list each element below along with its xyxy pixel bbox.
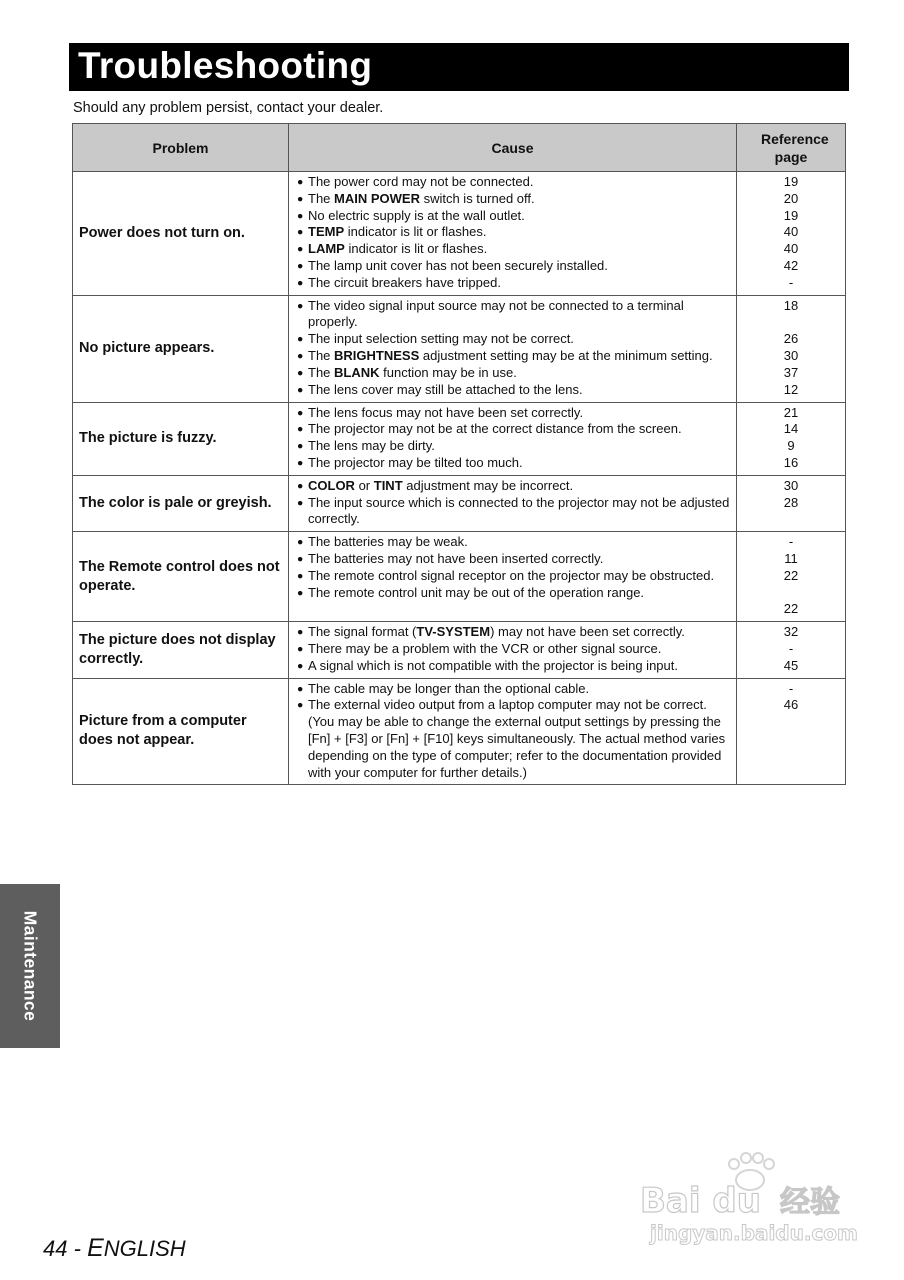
bullet-icon: ●	[297, 406, 304, 419]
cause-text: TEMP indicator is lit or flashes.	[308, 224, 487, 240]
cause-text: The MAIN POWER switch is turned off.	[308, 190, 535, 206]
reference-page-number	[737, 585, 845, 602]
cause-item	[297, 382, 732, 399]
bullet-icon: ●	[297, 366, 304, 379]
reference-page-number: -	[788, 274, 794, 290]
cause-text: The BRIGHTNESS adjustment setting may be at the minimum setting.	[308, 347, 713, 363]
bullet-icon: ●	[297, 276, 304, 289]
cause-item	[297, 224, 732, 241]
bullet-icon: ●	[297, 349, 304, 362]
bullet-icon: ●	[297, 552, 304, 565]
bullet-icon: ●	[297, 192, 304, 205]
reference-page-number: 16	[783, 454, 799, 470]
cause-text: The batteries may not have been inserted correctly.	[308, 550, 604, 566]
cause-text: The external video output from a laptop computer may not be correct. (You may be able to change the external output settings by pressing the [Fn] + [F3] or [Fn] + [F10] keys simultaneously. The actual method varies depending on the type of computer; refer to the documentation provided with your computer for further details.)	[308, 697, 726, 780]
reference-page-cell	[737, 402, 846, 475]
bullet-icon: ●	[297, 659, 304, 672]
cause-text: A signal which is not compatible with the projector is being input.	[308, 657, 678, 673]
reference-page-number: -	[788, 680, 794, 696]
bullet-icon: ●	[297, 243, 304, 256]
cause-item	[297, 405, 732, 422]
bullet-icon: ●	[297, 682, 304, 695]
bullet-icon: ●	[297, 383, 304, 396]
cause-item	[297, 174, 732, 191]
cause-item	[297, 438, 732, 455]
cause-item	[297, 568, 732, 585]
reference-page-number: 30	[783, 347, 799, 363]
cause-text: The batteries may be weak.	[308, 534, 468, 550]
reference-page-number: 21	[783, 404, 799, 420]
table-row	[73, 295, 846, 402]
cause-text: The BLANK function may be in use.	[308, 364, 517, 380]
column-header-problem: Problem	[73, 124, 289, 172]
cause-text: The remote control unit may be out of the operation range.	[308, 584, 645, 600]
bullet-icon: ●	[297, 440, 304, 453]
reference-page-cell	[737, 622, 846, 678]
bullet-icon: ●	[297, 496, 304, 509]
table-row	[73, 475, 846, 531]
reference-page-cell	[737, 475, 846, 531]
cause-text: The lens focus may not have been set correctly.	[308, 404, 584, 420]
reference-page-number: 28	[783, 494, 799, 510]
problem-cell: Power does not turn on.	[73, 172, 289, 296]
cause-item	[297, 258, 732, 275]
watermark-brand: Bai du	[640, 1181, 761, 1221]
table-row	[73, 402, 846, 475]
page-footer	[43, 1234, 186, 1263]
cause-text: No electric supply is at the wall outlet.	[308, 207, 525, 223]
cause-text: COLOR or TINT adjustment may be incorrect.	[308, 477, 574, 493]
cause-cell	[289, 678, 737, 785]
reference-page-number: 40	[783, 224, 799, 240]
cause-cell	[289, 295, 737, 402]
cause-item	[297, 208, 732, 225]
cause-cell	[289, 172, 737, 296]
footer-language-rest: NGLISH	[103, 1236, 186, 1261]
cause-cell	[289, 475, 737, 531]
reference-page-cell	[737, 532, 846, 622]
cause-text: The circuit breakers have tripped.	[308, 274, 501, 290]
problem-cell: Picture from a computer does not appear.	[73, 678, 289, 785]
reference-page-number: -	[788, 534, 794, 550]
reference-page-number: 30	[783, 477, 799, 493]
reference-page-number: 18	[783, 297, 799, 313]
cause-item	[297, 298, 732, 332]
cause-item	[297, 585, 732, 602]
cause-text: The signal format (TV-SYSTEM) may not have been set correctly.	[308, 624, 685, 640]
bullet-icon: ●	[297, 456, 304, 469]
cause-item	[297, 681, 732, 698]
baidu-watermark	[630, 1150, 870, 1250]
problem-cell: No picture appears.	[73, 295, 289, 402]
cause-cell	[289, 532, 737, 622]
reference-page-number	[737, 314, 845, 331]
column-header-cause: Cause	[289, 124, 737, 172]
watermark-paw-toe	[741, 1153, 751, 1163]
cause-text: LAMP indicator is lit or flashes.	[308, 241, 488, 257]
watermark-paw-toe	[764, 1159, 774, 1169]
bullet-icon: ●	[297, 226, 304, 239]
cause-item	[297, 331, 732, 348]
bullet-icon: ●	[297, 479, 304, 492]
reference-page-number: 14	[783, 421, 799, 437]
cause-text: The remote control signal receptor on the projector may be obstructed.	[308, 567, 715, 583]
footer-language-initial: E	[87, 1234, 104, 1262]
page-number: 44	[43, 1236, 68, 1261]
table-header-row	[73, 124, 846, 172]
cause-item	[297, 495, 732, 529]
cause-item	[297, 241, 732, 258]
page-title: Troubleshooting	[78, 45, 373, 86]
cause-text: The input source which is connected to the projector may not be adjusted correctly.	[308, 494, 730, 527]
reference-page-number: 11	[784, 550, 798, 566]
footer-separator: -	[73, 1236, 81, 1261]
bullet-icon: ●	[297, 586, 304, 599]
bullet-icon: ●	[297, 423, 304, 436]
reference-page-number: 46	[783, 697, 799, 713]
reference-page-number: 9	[787, 438, 795, 454]
table-body	[73, 172, 846, 785]
reference-page-number: 42	[783, 257, 799, 273]
bullet-icon: ●	[297, 176, 304, 188]
cause-item	[297, 275, 732, 292]
reference-page-number: 26	[783, 331, 799, 347]
problem-cell: The color is pale or greyish.	[73, 475, 289, 531]
cause-item	[297, 534, 732, 551]
cause-text: There may be a problem with the VCR or other signal source.	[308, 640, 662, 656]
reference-page-number: 19	[783, 174, 799, 189]
troubleshooting-table	[72, 123, 846, 785]
watermark-url: jingyan.baidu.com	[650, 1221, 858, 1245]
cause-item	[297, 624, 732, 641]
cause-item	[297, 551, 732, 568]
table-row	[73, 172, 846, 296]
cause-text: The lens cover may still be attached to the lens.	[308, 381, 583, 397]
problem-cell: The picture does not display correctly.	[73, 622, 289, 678]
cause-item	[297, 658, 732, 675]
cause-item	[297, 641, 732, 658]
reference-page-number: 20	[783, 190, 799, 206]
reference-page-cell	[737, 172, 846, 296]
cause-text: The projector may be tilted too much.	[308, 454, 523, 470]
bullet-icon: ●	[297, 259, 304, 272]
cause-text: The cable may be longer than the optional cable.	[308, 680, 590, 696]
cause-item	[297, 478, 732, 495]
watermark-brand-cn: 经验	[780, 1185, 840, 1220]
cause-item	[297, 455, 732, 472]
reference-page-number: -	[788, 640, 794, 656]
reference-page-cell	[737, 678, 846, 785]
cause-text: The video signal input source may not be connected to a terminal properly.	[308, 297, 684, 330]
cause-text: The projector may not be at the correct distance from the screen.	[308, 421, 682, 437]
bullet-icon: ●	[297, 209, 304, 222]
problem-cell: The picture is fuzzy.	[73, 402, 289, 475]
cause-item	[297, 365, 732, 382]
reference-page-number: 37	[783, 364, 799, 380]
bullet-icon: ●	[297, 299, 304, 312]
watermark-paw-toe	[729, 1159, 739, 1169]
table-row	[73, 532, 846, 622]
side-tab-label: Maintenance	[20, 910, 41, 1022]
reference-page-number: 19	[783, 207, 799, 223]
bullet-icon: ●	[297, 626, 304, 639]
section-title-bar	[69, 43, 849, 91]
reference-page-number: 40	[783, 241, 799, 257]
table-row	[73, 622, 846, 678]
bullet-icon: ●	[297, 569, 304, 582]
bullet-icon: ●	[297, 333, 304, 346]
reference-page-cell	[737, 295, 846, 402]
reference-page-number: 45	[783, 657, 799, 673]
watermark-paw-toe	[753, 1153, 763, 1163]
reference-page-number: 22	[783, 567, 799, 583]
bullet-icon: ●	[297, 642, 304, 655]
intro-text: Should any problem persist, contact your dealer.	[73, 100, 384, 116]
bullet-icon: ●	[297, 536, 304, 549]
cause-item	[297, 421, 732, 438]
cause-item	[297, 348, 732, 365]
reference-page-number: 12	[783, 381, 799, 397]
reference-page-number: 22	[783, 601, 799, 617]
cause-text: The input selection setting may not be correct.	[308, 331, 574, 347]
cause-text: The power cord may not be connected.	[308, 174, 534, 189]
problem-cell: The Remote control does not operate.	[73, 532, 289, 622]
bullet-icon: ●	[297, 699, 304, 712]
reference-page-number: 32	[783, 624, 799, 640]
cause-item	[297, 191, 732, 208]
side-tab-maintenance	[0, 884, 60, 1048]
table-row	[73, 678, 846, 785]
cause-text: The lens may be dirty.	[308, 438, 435, 454]
cause-cell	[289, 402, 737, 475]
cause-text: The lamp unit cover has not been securely installed.	[308, 257, 608, 273]
cause-cell	[289, 622, 737, 678]
column-header-reference-page: Reference page	[737, 124, 846, 172]
cause-item	[297, 697, 732, 781]
